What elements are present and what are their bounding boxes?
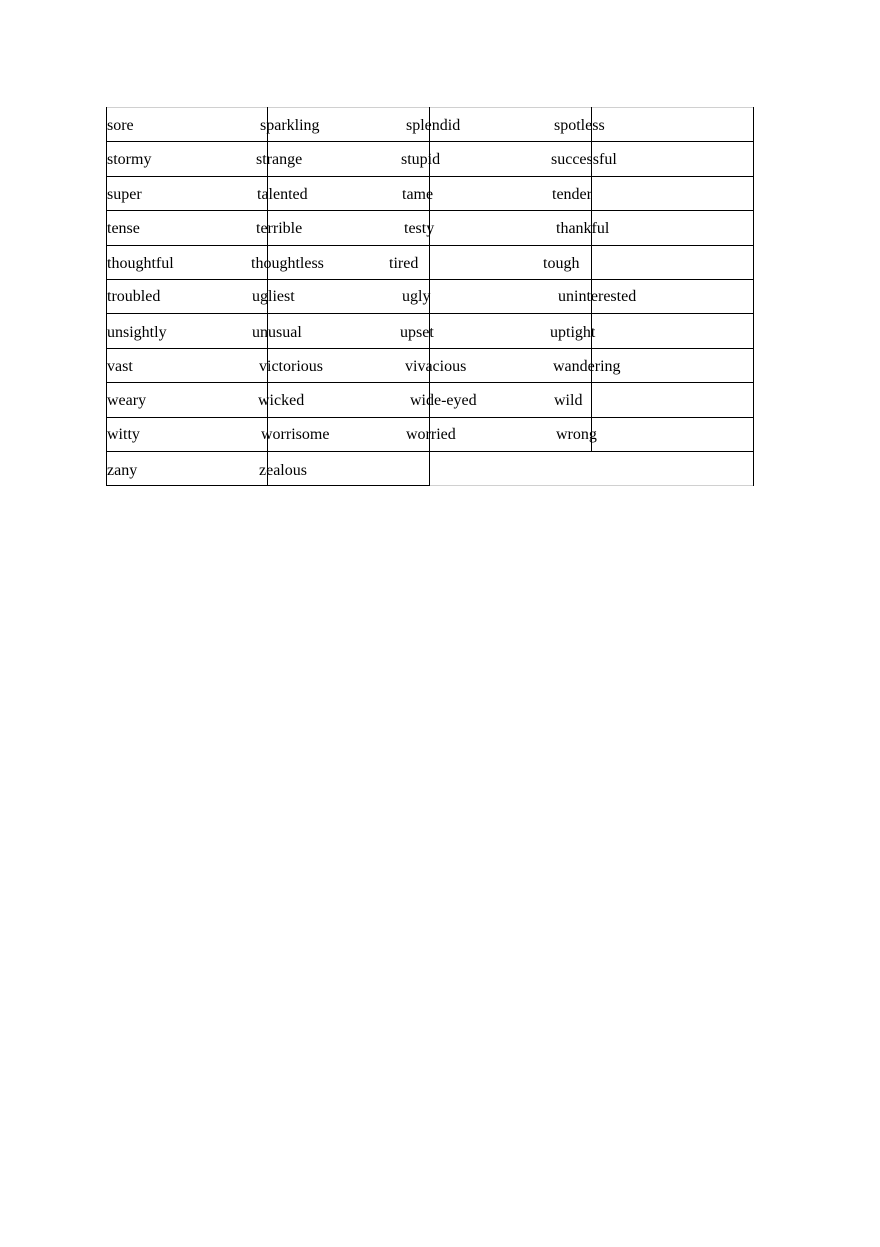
table-cell: stupid [401, 151, 441, 168]
table-cell: weary [107, 392, 147, 409]
table-cell: thoughtful [107, 255, 174, 272]
table-cell: wicked [258, 392, 305, 409]
word-table [106, 107, 754, 486]
table-rule-bottom-right [430, 485, 754, 486]
table-cell: successful [551, 151, 617, 168]
table-cell: splendid [406, 117, 461, 134]
table-cell: thankful [556, 220, 610, 237]
table-cell: wrong [556, 426, 597, 443]
table-cell: worried [406, 426, 456, 443]
table-cell: zealous [259, 462, 307, 479]
table-cell: uninterested [558, 288, 637, 305]
table-cell: talented [257, 186, 308, 203]
table-cell: sparkling [260, 117, 320, 134]
table-cell: vivacious [405, 358, 467, 375]
table-cell: wandering [553, 358, 621, 375]
table-cell: ugly [402, 288, 431, 305]
table-cell: upset [400, 324, 434, 341]
table-cell: vast [107, 358, 133, 375]
table-cell: tame [402, 186, 434, 203]
table-cell: zany [107, 462, 138, 479]
table-cell: testy [404, 220, 435, 237]
table-cell: troubled [107, 288, 161, 305]
table-cell: uptight [550, 324, 596, 341]
table-cell: witty [107, 426, 140, 443]
table-cell: stormy [107, 151, 152, 168]
table-cell: thoughtless [251, 255, 324, 272]
table-cell: terrible [256, 220, 303, 237]
table-cell: wild [554, 392, 583, 409]
table-cell: super [107, 186, 142, 203]
table-cell: tired [389, 255, 419, 272]
table-cell: sore [107, 117, 134, 134]
table-cell: spotless [554, 117, 605, 134]
table-cell: ugliest [252, 288, 295, 305]
table-cell: tense [107, 220, 140, 237]
table-cell: wide-eyed [410, 392, 477, 409]
table-column-rule [753, 107, 754, 486]
table-cell: strange [256, 151, 303, 168]
table-cell: victorious [259, 358, 323, 375]
table-cell: tough [543, 255, 580, 272]
table-cell: worrisome [261, 426, 330, 443]
table-cell: unusual [252, 324, 302, 341]
table-cell: unsightly [107, 324, 167, 341]
table-cell: tender [552, 186, 592, 203]
